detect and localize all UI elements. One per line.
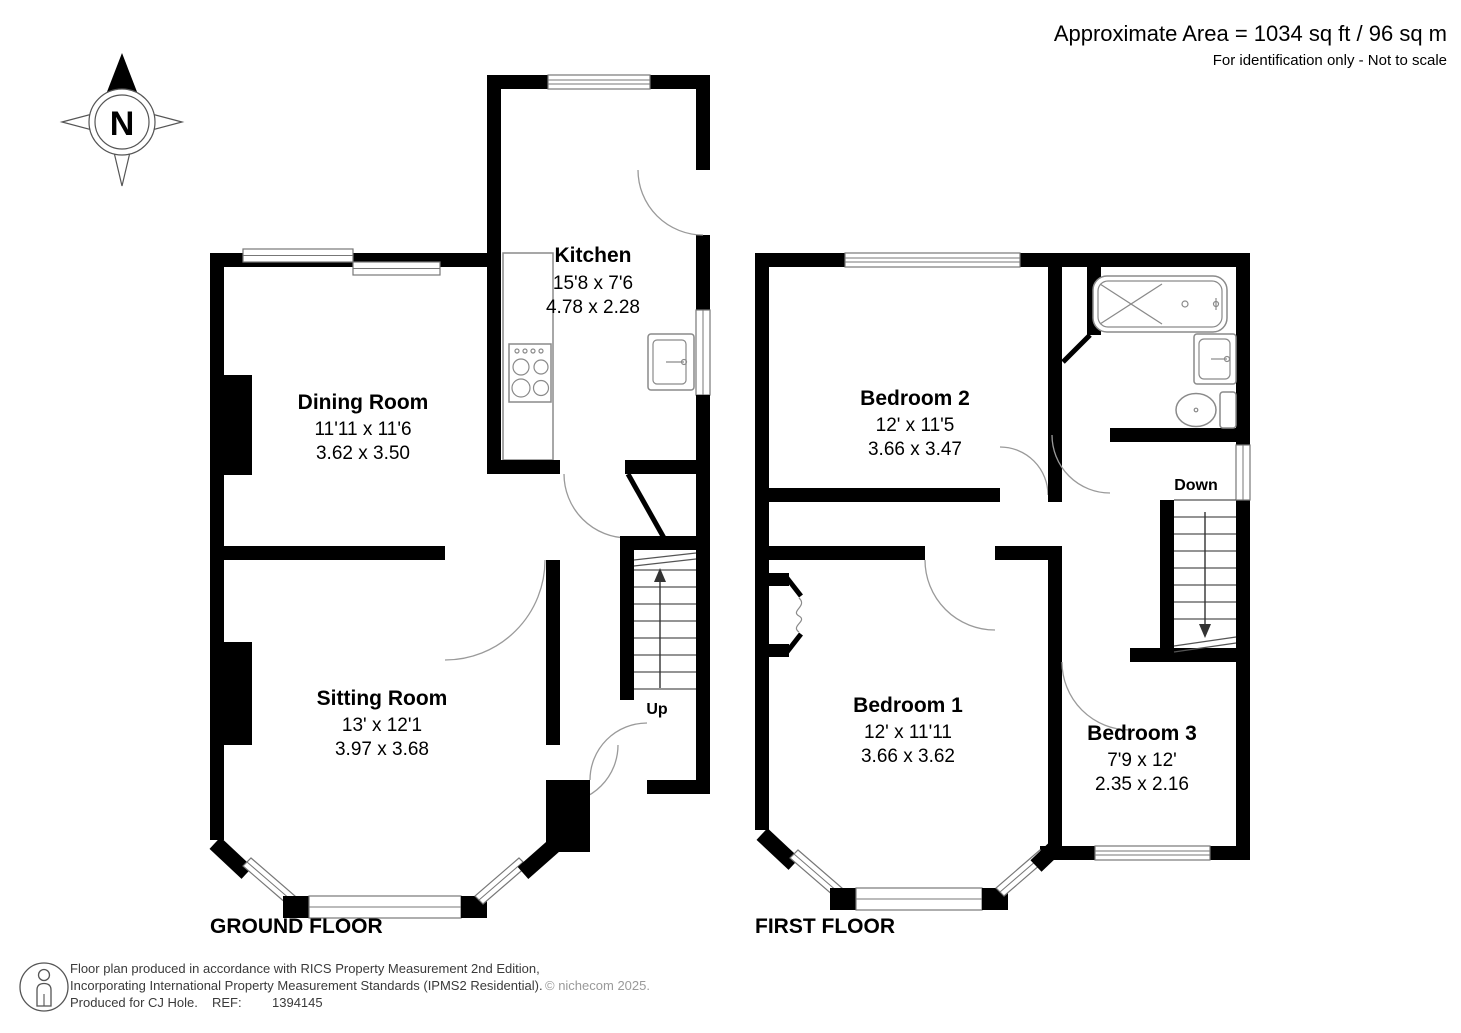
bedroom3-imperial: 7'9 x 12' (1107, 750, 1177, 771)
stairs-up-label: Up (646, 701, 668, 718)
dining-window-right (353, 262, 440, 275)
kitchen-right-wall-upper (696, 85, 710, 170)
sitting-metric: 3.97 x 3.68 (334, 739, 430, 760)
footer-line2: Incorporating International Property Measurement Standards (IPMS2 Residential). (70, 978, 543, 993)
identification-note-text: For identification only - Not to scale (1212, 52, 1447, 69)
dining-sitting-door-arc (445, 560, 545, 660)
bedroom1-metric: 3.66 x 3.62 (860, 746, 956, 767)
bedroom3-door-arc (1062, 662, 1130, 730)
bedroom2-door-arc (1000, 447, 1048, 495)
kitchen-bottom-wall-right (625, 460, 710, 474)
kitchen-bottom-wall (487, 460, 560, 474)
kitchen-left-wall (487, 85, 501, 474)
front-door-arc (590, 723, 647, 780)
dining-room-label (298, 391, 429, 464)
kitchen-right-window (696, 310, 710, 395)
landing-right-window (1236, 445, 1250, 500)
first-floor-stairs (1160, 477, 1236, 655)
footer-ref-value: 1394145 (272, 995, 323, 1010)
dining-window-left (243, 249, 353, 262)
bedroom1-bay-window (762, 834, 1058, 910)
bedroom3-label (1087, 722, 1197, 795)
footer-copyright: © nichecom 2025. (545, 978, 650, 993)
sitting-bay-window (215, 843, 557, 918)
sitting-room-label (317, 687, 448, 760)
bedroom1-name: Bedroom 1 (853, 694, 963, 717)
compass-rose (62, 53, 182, 186)
sitting-chimney-breast (224, 642, 252, 745)
compass-north-label: N (109, 105, 135, 143)
bedroom2-window (845, 253, 1020, 267)
bedroom2-name: Bedroom 2 (860, 387, 970, 410)
kitchen-right-wall-mid (696, 235, 710, 310)
kitchen-sink-icon (648, 334, 694, 390)
kitchen-label (546, 244, 640, 318)
first-floor-plan (755, 253, 1250, 938)
hall-right-wall (696, 395, 710, 794)
kitchen-door-arc (638, 170, 703, 235)
dining-imperial: 11'11 x 11'6 (314, 419, 412, 440)
ground-floor-title: GROUND FLOOR (210, 915, 383, 938)
kitchen-name: Kitchen (554, 244, 632, 267)
sitting-name: Sitting Room (316, 687, 448, 710)
bedroom1-top-wall-stub (995, 546, 1062, 560)
hall-bottom-right-wall (647, 780, 710, 794)
kitchen-hall-door-leaf (628, 474, 664, 538)
ground-floor-plan (210, 75, 710, 938)
ff-right-wall (1236, 253, 1250, 846)
sitting-imperial: 13' x 12'1 (341, 715, 423, 736)
cupboard-left-wall (1048, 267, 1062, 335)
kitchen-hall-door-arc (564, 474, 628, 538)
bedroom1-door-arc (925, 560, 995, 630)
landing-left-wall (1048, 335, 1062, 502)
bedroom1-right-wall (1048, 560, 1062, 846)
footer-ref-label: REF: (212, 995, 242, 1010)
ff-left-wall (755, 253, 769, 830)
bedroom2-metric: 3.66 x 3.47 (867, 439, 963, 460)
bedroom3-metric: 2.35 x 2.16 (1094, 774, 1190, 795)
stove-icon (509, 344, 551, 402)
stairs-down-label: Down (1174, 477, 1218, 494)
cupboard-door-leaf (1063, 335, 1090, 362)
nichecom-logo-icon (20, 963, 68, 1011)
bathroom-sink-icon (1194, 334, 1236, 384)
footer-line1: Floor plan produced in accordance with RICS Property Measurement 2nd Edition, (70, 961, 540, 976)
bedroom1-imperial: 12' x 11'11 (864, 722, 952, 743)
footer (20, 961, 650, 1011)
approximate-area-text: Approximate Area = 1034 sq ft / 96 sq m (1053, 21, 1447, 46)
bedroom1-top-wall (769, 546, 925, 560)
dining-name: Dining Room (297, 391, 429, 414)
bedroom3-window (1095, 846, 1210, 860)
bathroom-bottom-wall (1110, 428, 1236, 442)
footer-produced-for: Produced for CJ Hole. (70, 995, 198, 1010)
bedroom2-label (860, 387, 970, 460)
bedroom2-bottom-wall (769, 488, 1000, 502)
bathtub-icon (1093, 276, 1227, 332)
bedroom2-imperial: 12' x 11'5 (875, 415, 955, 436)
toilet-icon (1176, 392, 1236, 428)
dining-metric: 3.62 x 3.50 (315, 443, 411, 464)
dining-chimney-breast (224, 375, 252, 475)
kitchen-metric: 4.78 x 2.28 (545, 297, 641, 318)
kitchen-imperial: 15'8 x 7'6 (552, 273, 634, 294)
header (1054, 21, 1447, 69)
kitchen-window (548, 75, 650, 89)
bedroom1-label (853, 694, 963, 767)
sitting-hall-divider-wall (546, 560, 560, 745)
dining-sitting-divider-wall (210, 546, 445, 560)
bedroom1-chimney-alcove (769, 573, 802, 657)
down-arrow-head (1199, 624, 1211, 638)
first-floor-title: FIRST FLOOR (755, 915, 895, 938)
bedroom3-name: Bedroom 3 (1087, 722, 1197, 745)
